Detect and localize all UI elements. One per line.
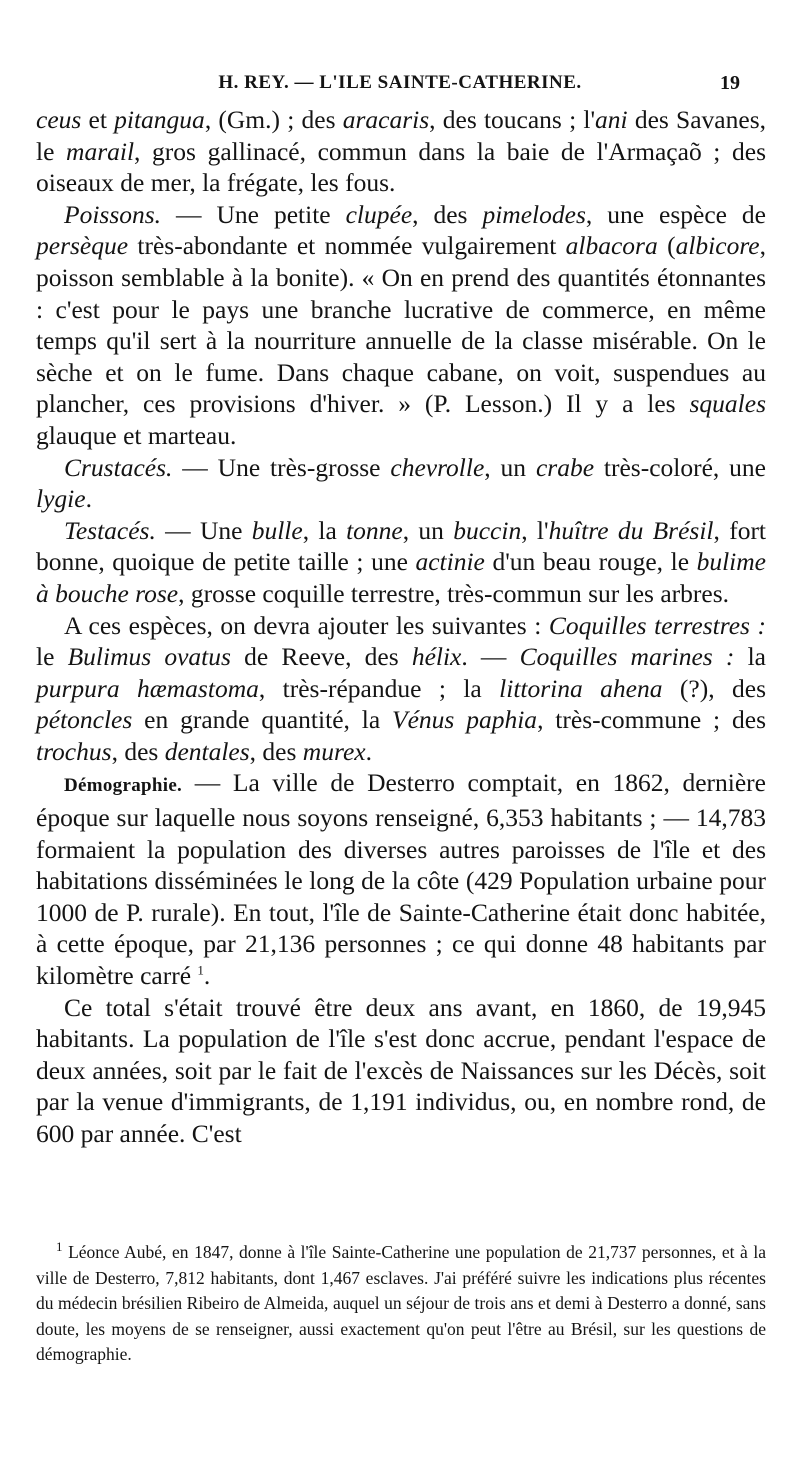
italic-text: Coquilles terrestres :: [548, 610, 766, 640]
paragraph-demographie: [36, 767, 766, 991]
text-run: , des: [111, 736, 165, 766]
italic-text: lygie: [36, 484, 86, 514]
text-run: , l': [521, 515, 549, 545]
italic-text: crabe: [535, 452, 595, 482]
section-label-testaces: Testacés.: [64, 515, 156, 545]
page-number: 19: [720, 72, 740, 94]
section-label-demographie: Démographie.: [64, 775, 183, 797]
italic-text: albacora: [565, 231, 658, 261]
paragraph-testaces: [36, 515, 766, 610]
text-run: .: [85, 484, 92, 514]
text-run: , un: [402, 515, 454, 545]
text-run: (: [657, 231, 676, 261]
italic-text: bulime à bouche rose: [36, 547, 766, 608]
footnote: [36, 1240, 766, 1368]
text-run: .: [203, 961, 211, 991]
italic-text: Vénus paphia: [392, 705, 538, 735]
section-label-crustaces: Crustacés.: [64, 452, 173, 482]
text-run: — Une petite: [161, 199, 346, 229]
italic-text: bulle: [251, 515, 303, 545]
italic-text: pimelodes: [482, 199, 586, 229]
italic-text: squales: [689, 389, 766, 419]
text-run: , des toucans ; l': [429, 105, 596, 134]
text-run: A ces espèces, on devra ajouter les suivantes :: [64, 610, 549, 640]
italic-text: Coquilles marines :: [519, 642, 735, 672]
text-run: (?), des: [662, 673, 767, 703]
text-run: , une espèce de: [585, 199, 767, 229]
italic-text: chevrolle: [390, 452, 485, 482]
italic-text: Bulimus ovatus: [67, 642, 231, 672]
text-run: d'un beau rouge, le: [484, 547, 697, 577]
body-text: [36, 104, 766, 1150]
text-run: . —: [461, 642, 520, 672]
text-run: , la: [302, 515, 347, 545]
text-run: en grande quantité, la: [132, 705, 393, 735]
italic-text: clupée: [345, 199, 413, 229]
italic-text: ceus: [36, 105, 82, 134]
section-label-poissons: Poissons.: [64, 199, 162, 229]
italic-text: huître du Brésil: [548, 515, 714, 545]
italic-text: littorina ahena: [499, 673, 663, 703]
italic-text: trochus: [36, 736, 112, 766]
italic-text: marail: [66, 136, 135, 166]
italic-text: albicore: [675, 231, 760, 261]
text-run: , (Gm.) ; des: [204, 105, 343, 134]
text-run: , très-répandue ; la: [258, 673, 500, 703]
paragraph-crustaces: [36, 452, 766, 515]
text-run: , des: [412, 199, 483, 229]
text-run: , des: [249, 736, 303, 766]
running-head: H. REY. — L'ILE SAINTE-CATHERINE.: [218, 72, 582, 93]
italic-text: pétoncles: [36, 705, 133, 735]
text-run: — Une: [155, 515, 252, 545]
text-run: — Une très-grosse: [172, 452, 391, 482]
paragraph-population-total: Ce total s'était trouvé être deux ans avant, en 1860, de 19,945 habitants. La population de l'île s'est donc accrue, pendant l'espace de deux années, soit par le fait de l'excès de Naissances sur les Décès, soit par la venue d'immigrants, de 1,191 individus, ou, en nombre rond, de 600 par année. C'est: [36, 992, 766, 1148]
text-run: le: [36, 642, 68, 672]
paragraph-birds-continued: [36, 104, 766, 199]
page-header: [0, 72, 800, 102]
text-run: — La ville de Desterro comptait, en 1862, dernière époque sur laquelle nous soyons renseigné, 6,353 habitants ; — 14,783 formaient la population des diverses autres paroisses de l'île et des habitations disséminées le long de la côte (429 Population urbaine pour 1000 de P. rurale). En tout, l'île de Sainte-Catherine était donc habitée, à cette époque, par 21,136 personnes ; ce qui donne 48 habitants par kilomètre carré: [36, 768, 766, 991]
text-run: , grosse coquille terrestre, très-commun sur les arbres.: [178, 578, 730, 608]
italic-text: actinie: [415, 547, 485, 577]
text-run: .: [365, 736, 372, 766]
text-run: , très-commune ; des: [537, 705, 766, 735]
text-run: glauque et marteau.: [36, 420, 237, 450]
italic-text: buccin: [453, 515, 522, 545]
italic-text: persèque: [36, 231, 129, 261]
text-run: , poisson semblable à la bonite). « On en prend des quantités étonnantes : c'est pour le pays une branche lucrative de commerce, en même temps qu'il sert à la nourriture annuelle de la classe misérable. On le sèche et on le fume. Dans chaque cabane, on voit, suspendues au plancher, ces provisions d'hiver. » (P. Lesson.) Il y a les: [36, 231, 766, 419]
italic-text: murex: [302, 736, 366, 766]
text-run: des Savanes, le: [36, 105, 766, 166]
footnotes: [36, 1240, 766, 1368]
italic-text: dentales: [164, 736, 250, 766]
italic-text: tonne: [346, 515, 403, 545]
text-run: la: [734, 642, 766, 672]
text-run: , gros gallinacé, commun dans la baie de l'Armaçaõ ; des oiseaux de mer, la frégate, les fous.: [36, 136, 766, 198]
text-run: et: [81, 105, 115, 134]
text-run: très-abondante et nommée vulgairement: [128, 231, 566, 261]
paragraph-poissons: [36, 199, 766, 452]
text-run: de Reeve, des: [230, 642, 412, 672]
footnote-text: Léonce Aubé, en 1847, donne à l'île Sainte-Catherine une population de 21,737 personnes, et à la ville de Desterro, 7,812 habitants, dont 1,467 esclaves. J'ai préféré suivre les indications plus récentes du médecin brésilien Ribeiro de Almeida, auquel un séjour de trois ans et demi à Desterro a donné, sans doute, les moyens de se renseigner, aussi exactement qu'on peut l'être au Brésil, sur les questions de démographie.: [36, 1242, 766, 1365]
italic-text: ani: [595, 105, 628, 134]
footnote-marker: 1: [56, 1239, 63, 1255]
text-run: , fort bonne, quoique de petite taille ; une: [36, 515, 767, 577]
italic-text: purpura hæmastoma: [36, 673, 259, 703]
italic-text: aracaris: [342, 105, 430, 134]
footnote-reference: 1: [197, 962, 204, 978]
text-run: très-coloré, une: [594, 452, 767, 482]
italic-text: hélix: [411, 642, 462, 672]
italic-text: pitangua: [114, 105, 205, 134]
paragraph-additional-species: [36, 610, 766, 768]
text-run: , un: [484, 452, 536, 482]
